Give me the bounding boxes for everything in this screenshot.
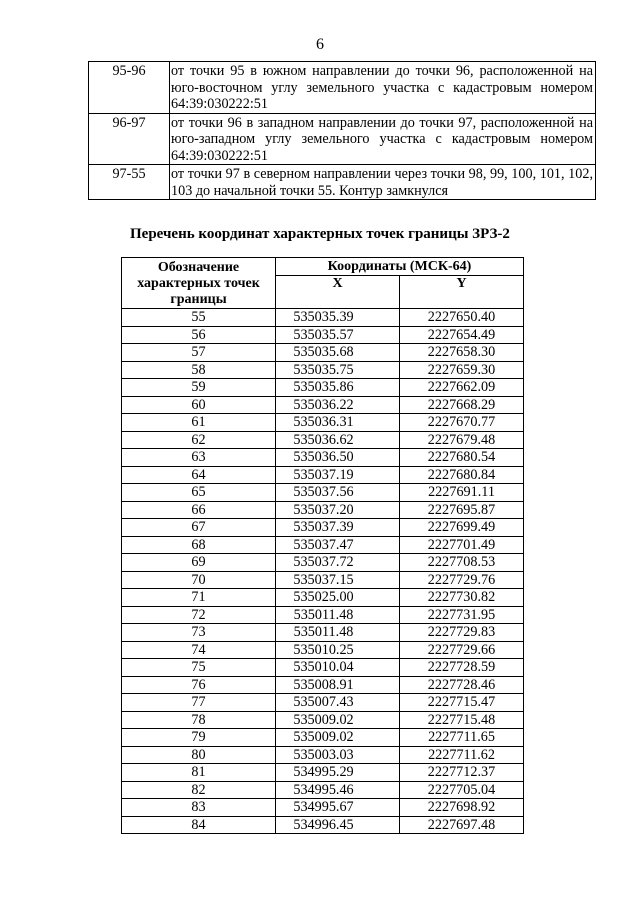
header-y: Y	[400, 276, 524, 309]
header-x: X	[276, 276, 400, 309]
table-row	[122, 694, 524, 712]
table-row	[122, 816, 524, 834]
x-value: 534996.45	[276, 816, 400, 834]
point-label: 83	[122, 799, 276, 817]
point-label: 67	[122, 519, 276, 537]
y-value: 2227650.40	[400, 309, 524, 327]
x-value: 535035.86	[276, 379, 400, 397]
y-value: 2227729.83	[400, 624, 524, 642]
point-label: 64	[122, 466, 276, 484]
y-value: 2227705.04	[400, 781, 524, 799]
table-row	[122, 764, 524, 782]
y-value: 2227698.92	[400, 799, 524, 817]
y-value: 2227712.37	[400, 764, 524, 782]
y-value: 2227728.59	[400, 659, 524, 677]
table-row	[122, 554, 524, 572]
x-value: 535036.50	[276, 449, 400, 467]
point-label: 81	[122, 764, 276, 782]
x-value: 535007.43	[276, 694, 400, 712]
y-value: 2227680.54	[400, 449, 524, 467]
x-value: 535010.04	[276, 659, 400, 677]
x-value: 535011.48	[276, 606, 400, 624]
table-row	[122, 519, 524, 537]
table-row	[122, 414, 524, 432]
y-value: 2227680.84	[400, 466, 524, 484]
coordinates-table	[121, 257, 524, 834]
point-label: 65	[122, 484, 276, 502]
y-value: 2227654.49	[400, 326, 524, 344]
point-label: 77	[122, 694, 276, 712]
table-row	[122, 799, 524, 817]
segment-description: от точки 96 в западном направлении до точки 97, расположенной на юго-западном углу земельного участка с кадастровым номером 64:39:030222:51	[170, 113, 596, 165]
y-value: 2227679.48	[400, 431, 524, 449]
table-row	[122, 449, 524, 467]
y-value: 2227715.48	[400, 711, 524, 729]
table-row	[122, 431, 524, 449]
table-row	[122, 309, 524, 327]
x-value: 535037.47	[276, 536, 400, 554]
table-row	[122, 781, 524, 799]
header-coordinates-group: Координаты (МСК-64)	[276, 258, 524, 276]
point-label: 58	[122, 361, 276, 379]
point-label: 60	[122, 396, 276, 414]
x-value: 534995.67	[276, 799, 400, 817]
page-number: 6	[316, 36, 324, 53]
table-row	[122, 361, 524, 379]
x-value: 535037.15	[276, 571, 400, 589]
y-value: 2227728.46	[400, 676, 524, 694]
segment-row	[89, 113, 596, 165]
x-value: 535037.19	[276, 466, 400, 484]
y-value: 2227668.29	[400, 396, 524, 414]
x-value: 535036.22	[276, 396, 400, 414]
y-value: 2227729.76	[400, 571, 524, 589]
x-value: 535025.00	[276, 589, 400, 607]
x-value: 535037.20	[276, 501, 400, 519]
x-value: 534995.29	[276, 764, 400, 782]
x-value: 535009.02	[276, 711, 400, 729]
x-value: 534995.46	[276, 781, 400, 799]
point-label: 70	[122, 571, 276, 589]
y-value: 2227659.30	[400, 361, 524, 379]
segment-id: 96-97	[89, 113, 170, 165]
point-label: 78	[122, 711, 276, 729]
x-value: 535037.39	[276, 519, 400, 537]
x-value: 535035.57	[276, 326, 400, 344]
segment-description: от точки 97 в северном направлении через точки 98, 99, 100, 101, 102, 103 до начальной точки 55. Контур замкнулся	[170, 165, 596, 200]
coordinates-title: Перечень координат характерных точек границы ЗРЗ-2	[130, 226, 510, 242]
x-value: 535035.68	[276, 344, 400, 362]
point-label: 71	[122, 589, 276, 607]
segment-id: 97-55	[89, 165, 170, 200]
y-value: 2227715.47	[400, 694, 524, 712]
point-label: 62	[122, 431, 276, 449]
segments-body	[89, 62, 596, 200]
y-value: 2227731.95	[400, 606, 524, 624]
point-label: 69	[122, 554, 276, 572]
table-row	[122, 466, 524, 484]
point-label: 79	[122, 729, 276, 747]
table-row	[122, 746, 524, 764]
table-row	[122, 641, 524, 659]
y-value: 2227670.77	[400, 414, 524, 432]
table-row	[122, 571, 524, 589]
y-value: 2227729.66	[400, 641, 524, 659]
point-label: 82	[122, 781, 276, 799]
coordinates-body	[122, 309, 524, 834]
y-value: 2227695.87	[400, 501, 524, 519]
point-label: 74	[122, 641, 276, 659]
table-row	[122, 536, 524, 554]
table-row	[122, 606, 524, 624]
point-label: 61	[122, 414, 276, 432]
point-label: 55	[122, 309, 276, 327]
table-row	[122, 379, 524, 397]
point-label: 68	[122, 536, 276, 554]
table-row	[122, 484, 524, 502]
y-value: 2227730.82	[400, 589, 524, 607]
table-row	[122, 711, 524, 729]
x-value: 535036.62	[276, 431, 400, 449]
x-value: 535011.48	[276, 624, 400, 642]
table-row	[122, 729, 524, 747]
x-value: 535037.72	[276, 554, 400, 572]
table-row	[122, 344, 524, 362]
y-value: 2227708.53	[400, 554, 524, 572]
table-row	[122, 624, 524, 642]
x-value: 535035.39	[276, 309, 400, 327]
segment-row	[89, 62, 596, 114]
y-value: 2227697.48	[400, 816, 524, 834]
coordinates-header	[122, 258, 524, 309]
y-value: 2227662.09	[400, 379, 524, 397]
point-label: 66	[122, 501, 276, 519]
point-label: 84	[122, 816, 276, 834]
point-label: 56	[122, 326, 276, 344]
header-row	[122, 258, 524, 276]
header-point-designation: Обозначение характерных точек границы	[122, 258, 276, 309]
segment-id: 95-96	[89, 62, 170, 114]
point-label: 59	[122, 379, 276, 397]
y-value: 2227711.65	[400, 729, 524, 747]
table-row	[122, 676, 524, 694]
table-row	[122, 501, 524, 519]
point-label: 80	[122, 746, 276, 764]
point-label: 63	[122, 449, 276, 467]
y-value: 2227711.62	[400, 746, 524, 764]
point-label: 75	[122, 659, 276, 677]
x-value: 535008.91	[276, 676, 400, 694]
table-row	[122, 589, 524, 607]
x-value: 535036.31	[276, 414, 400, 432]
point-label: 73	[122, 624, 276, 642]
y-value: 2227699.49	[400, 519, 524, 537]
x-value: 535009.02	[276, 729, 400, 747]
point-label: 76	[122, 676, 276, 694]
segment-row	[89, 165, 596, 200]
x-value: 535035.75	[276, 361, 400, 379]
boundary-segments-table	[88, 61, 596, 200]
segment-description: от точки 95 в южном направлении до точки 96, расположенной на юго-восточном углу земельного участка с кадастровым номером 64:39:030222:51	[170, 62, 596, 114]
table-row	[122, 659, 524, 677]
x-value: 535010.25	[276, 641, 400, 659]
x-value: 535037.56	[276, 484, 400, 502]
x-value: 535003.03	[276, 746, 400, 764]
table-row	[122, 326, 524, 344]
y-value: 2227691.11	[400, 484, 524, 502]
point-label: 72	[122, 606, 276, 624]
y-value: 2227658.30	[400, 344, 524, 362]
point-label: 57	[122, 344, 276, 362]
table-row	[122, 396, 524, 414]
y-value: 2227701.49	[400, 536, 524, 554]
